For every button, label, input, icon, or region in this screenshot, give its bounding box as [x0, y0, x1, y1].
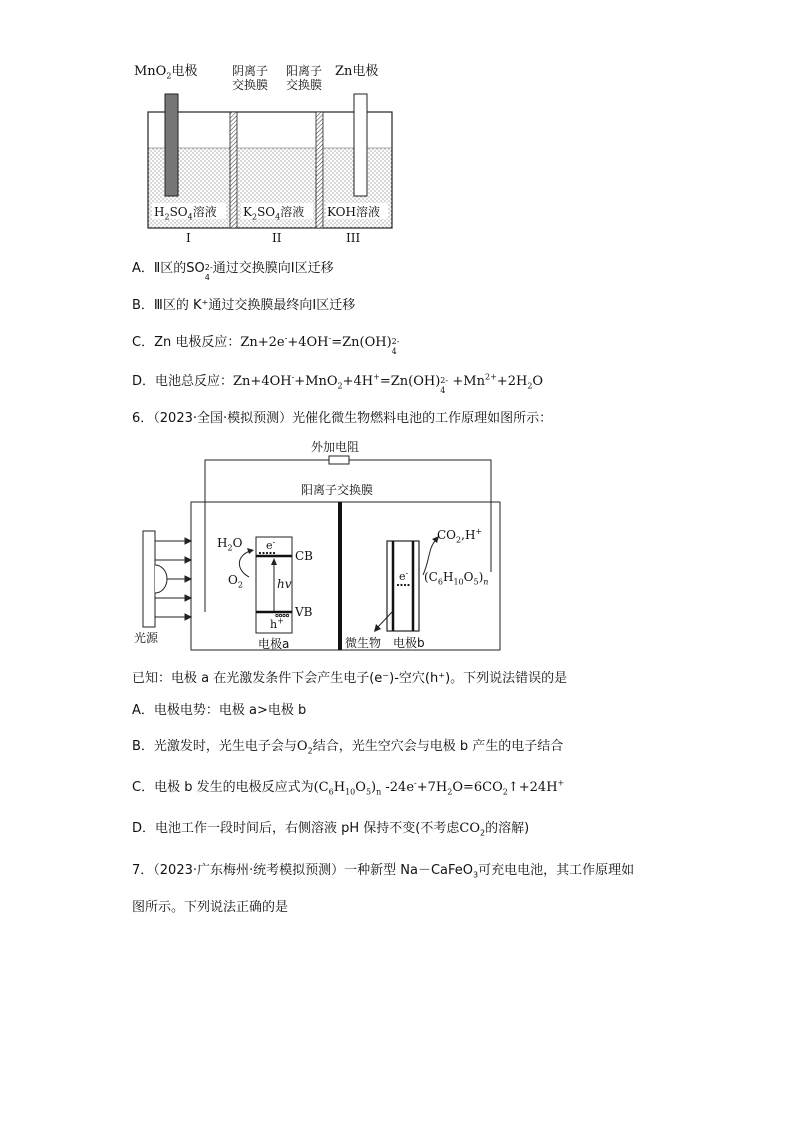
q6-option-b: B．光激发时，光生电子会与$O_2$结合，光生空穴会与电极 b 产生的电子结合 [132, 739, 564, 756]
koh-solution-label: KOH溶液 [327, 205, 380, 219]
cb-label: CB [295, 549, 313, 563]
zone-3-label: III [346, 231, 361, 245]
light-source-label: 光源 [134, 631, 159, 645]
electrode-a-label: 电极a [258, 637, 290, 651]
lamp-bulb [155, 565, 167, 593]
h2o-label: $H_2O$ [217, 536, 243, 553]
zone-2-label: II [272, 231, 282, 245]
mno2-electrode-label: MnO$_2$电极 [134, 64, 198, 81]
co2-label: $CO_2,H^+$ [437, 527, 483, 545]
q7-stem-line-1: 7．（2023·广东梅州·统考模拟预测）一种新型 Na－CaFeO$_3$可充电电池，其工作原理如 [132, 863, 635, 880]
q7-stem-line-2: 图所示。下列说法正确的是 [132, 900, 289, 915]
q5-option-b: B．Ⅲ区的 K⁺通过交换膜最终向Ⅰ区迁移 [132, 298, 356, 313]
hole-label: h+ [270, 616, 284, 631]
electron-label-a: e- [266, 537, 276, 552]
q6-option-a: A．电极电势：电极 a>电极 b [132, 703, 307, 718]
q5-option-a: A．Ⅱ区的SO 2- 4 通过交换膜向Ⅰ区迁移 [132, 261, 334, 282]
k2so4-solution-label: $K_2SO_4$溶液 [243, 205, 305, 222]
microbe-label: 微生物 [345, 636, 382, 650]
zone-1-label: I [186, 231, 191, 245]
q6-stem: 6．（2023·全国·模拟预测）光催化微生物燃料电池的工作原理如图所示： [132, 411, 553, 426]
q5-option-c: C．Zn 电极反应：Zn+2e-+4OH-=Zn(OH) 2- 4 [132, 333, 400, 356]
q5-option-d: D．电池总反应：Zn+4OH-+MnO$_2$+4H+=Zn(OH) 2- 4 $+Mn^{2+}+2H_2O$ [132, 372, 544, 395]
electron-label-b: e- [399, 568, 409, 583]
resistor-label: 外加电阻 [311, 440, 360, 454]
q6-option-d: D．电池工作一段时间后，右侧溶液 pH 保持不变(不考虑$CO_2$的溶解) [132, 821, 530, 838]
q6-known: 已知：电极 a 在光激发条件下会产生电子(e⁻)-空穴(h⁺)。下列说法错误的是 [132, 671, 568, 686]
cation-membrane-label: 阳离子 交换膜 [285, 64, 322, 92]
hv-label: hv [277, 577, 292, 591]
zn-electrode-label: Zn电极 [335, 64, 379, 79]
anion-membrane-label: 阴离子 交换膜 [231, 64, 268, 92]
external-resistor [329, 456, 349, 464]
electrode-b-label: 电极b [393, 636, 425, 650]
q6-option-c: C．电极 b 发生的电极反应式为$(C_6H_{10}O_5)_n$ $-24e^-+7H_2O=6CO_2↑+24H^+$ [132, 778, 565, 797]
o2-label: $O_2$ [228, 573, 243, 590]
light-source [143, 531, 155, 627]
membrane-label: 阳离子交换膜 [301, 483, 374, 497]
polysaccharide-label: $(C_6H_{10}O_5)_n$ [424, 570, 489, 587]
vb-label: VB [295, 605, 313, 619]
h2so4-solution-label: $H_2SO_4$溶液 [154, 205, 217, 222]
